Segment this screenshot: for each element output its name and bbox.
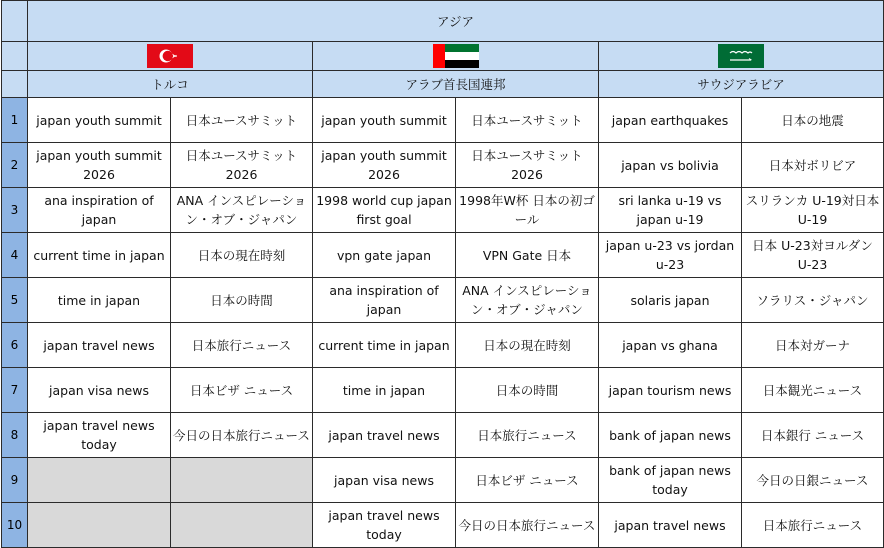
row-number: 8	[2, 413, 28, 458]
uae-keyword-en: vpn gate japan	[313, 233, 456, 278]
uae-keyword-ja: 1998年W杯 日本の初ゴール	[456, 188, 599, 233]
turkey-keyword-en	[28, 458, 171, 503]
uae-keyword-ja: ANA インスピレーション・オブ・ジャパン	[456, 278, 599, 323]
saudi-keyword-ja: 日本対ガーナ	[742, 323, 884, 368]
row-number: 5	[2, 278, 28, 323]
row-number: 2	[2, 143, 28, 188]
saudi-keyword-en: japan u-23 vs jordan u-23	[599, 233, 742, 278]
uae-keyword-en: japan youth summit	[313, 98, 456, 143]
flag-cell-uae	[313, 42, 599, 71]
saudi-keyword-en: japan vs ghana	[599, 323, 742, 368]
saudi-keyword-en: japan tourism news	[599, 368, 742, 413]
turkey-keyword-ja: 日本の時間	[171, 278, 313, 323]
uae-keyword-ja: 日本の時間	[456, 368, 599, 413]
turkey-keyword-ja: 日本旅行ニュース	[171, 323, 313, 368]
uae-keyword-en: 1998 world cup japan first goal	[313, 188, 456, 233]
turkey-keyword-en: ana inspiration of japan	[28, 188, 171, 233]
region-header: アジア	[28, 1, 884, 42]
saudi-keyword-ja: ソラリス・ジャパン	[742, 278, 884, 323]
row-number: 9	[2, 458, 28, 503]
uae-keyword-en: current time in japan	[313, 323, 456, 368]
table-row	[2, 323, 884, 368]
table-row	[2, 188, 884, 233]
table-row	[2, 413, 884, 458]
table-row	[2, 368, 884, 413]
table-row	[2, 143, 884, 188]
turkey-keyword-ja	[171, 503, 313, 548]
turkey-keyword-ja	[171, 458, 313, 503]
turkey-keyword-en: japan travel news today	[28, 413, 171, 458]
table-row	[2, 98, 884, 143]
country-header-turkey: トルコ	[28, 71, 313, 98]
flag-cell-saudi	[599, 42, 884, 71]
saudi-keyword-en: bank of japan news	[599, 413, 742, 458]
uae-keyword-en: japan travel news	[313, 413, 456, 458]
turkey-keyword-en: time in japan	[28, 278, 171, 323]
turkey-keyword-en	[28, 503, 171, 548]
saudi-keyword-en: bank of japan news today	[599, 458, 742, 503]
turkey-keyword-en: current time in japan	[28, 233, 171, 278]
flag-cell-turkey	[28, 42, 313, 71]
turkey-keyword-ja: ANA インスピレーション・オブ・ジャパン	[171, 188, 313, 233]
turkey-keyword-en: japan travel news	[28, 323, 171, 368]
saudi-keyword-ja: 日本対ボリビア	[742, 143, 884, 188]
table-row	[2, 503, 884, 548]
saudi-keyword-ja: 日本の地震	[742, 98, 884, 143]
saudi-keyword-en: japan vs bolivia	[599, 143, 742, 188]
table-row	[2, 458, 884, 503]
saudi-keyword-en: japan earthquakes	[599, 98, 742, 143]
table-row	[2, 233, 884, 278]
corner-cell	[2, 71, 28, 98]
uae-keyword-ja: VPN Gate 日本	[456, 233, 599, 278]
country-header-uae: アラブ首長国連邦	[313, 71, 599, 98]
turkey-keyword-ja: 今日の日本旅行ニュース	[171, 413, 313, 458]
saudi-keyword-ja: 日本銀行 ニュース	[742, 413, 884, 458]
row-number: 6	[2, 323, 28, 368]
uae-flag-icon	[433, 44, 479, 68]
row-number: 1	[2, 98, 28, 143]
row-number: 7	[2, 368, 28, 413]
turkey-keyword-en: japan youth summit	[28, 98, 171, 143]
saudi-keyword-en: sri lanka u-19 vs japan u-19	[599, 188, 742, 233]
saudi-keyword-ja: 日本旅行ニュース	[742, 503, 884, 548]
uae-keyword-en: time in japan	[313, 368, 456, 413]
uae-keyword-ja: 日本ビザ ニュース	[456, 458, 599, 503]
uae-keyword-ja: 日本旅行ニュース	[456, 413, 599, 458]
row-number: 3	[2, 188, 28, 233]
saudi-keyword-en: solaris japan	[599, 278, 742, 323]
corner-cell	[2, 42, 28, 71]
uae-keyword-ja: 日本ユースサミット 2026	[456, 143, 599, 188]
turkey-flag-icon	[147, 44, 193, 68]
uae-keyword-ja: 今日の日本旅行ニュース	[456, 503, 599, 548]
country-header-saudi: サウジアラビア	[599, 71, 884, 98]
turkey-keyword-ja: 日本の現在時刻	[171, 233, 313, 278]
saudi-keyword-ja: 今日の日銀ニュース	[742, 458, 884, 503]
turkey-keyword-ja: 日本ユースサミット 2026	[171, 143, 313, 188]
uae-keyword-en: japan visa news	[313, 458, 456, 503]
uae-keyword-en: japan youth summit 2026	[313, 143, 456, 188]
corner-cell	[2, 1, 28, 42]
uae-keyword-ja: 日本ユースサミット	[456, 98, 599, 143]
saudi-keyword-ja: スリランカ U-19対日本 U-19	[742, 188, 884, 233]
saudi-keyword-ja: 日本 U-23対ヨルダン U-23	[742, 233, 884, 278]
uae-keyword-ja: 日本の現在時刻	[456, 323, 599, 368]
row-number: 10	[2, 503, 28, 548]
saudi-keyword-en: japan travel news	[599, 503, 742, 548]
turkey-keyword-en: japan youth summit 2026	[28, 143, 171, 188]
table-row	[2, 278, 884, 323]
uae-keyword-en: japan travel news today	[313, 503, 456, 548]
saudi-keyword-ja: 日本観光ニュース	[742, 368, 884, 413]
uae-keyword-en: ana inspiration of japan	[313, 278, 456, 323]
turkey-keyword-ja: 日本ビザ ニュース	[171, 368, 313, 413]
row-number: 4	[2, 233, 28, 278]
saudi-flag-icon	[718, 44, 764, 68]
keyword-table	[1, 0, 884, 548]
turkey-keyword-ja: 日本ユースサミット	[171, 98, 313, 143]
turkey-keyword-en: japan visa news	[28, 368, 171, 413]
